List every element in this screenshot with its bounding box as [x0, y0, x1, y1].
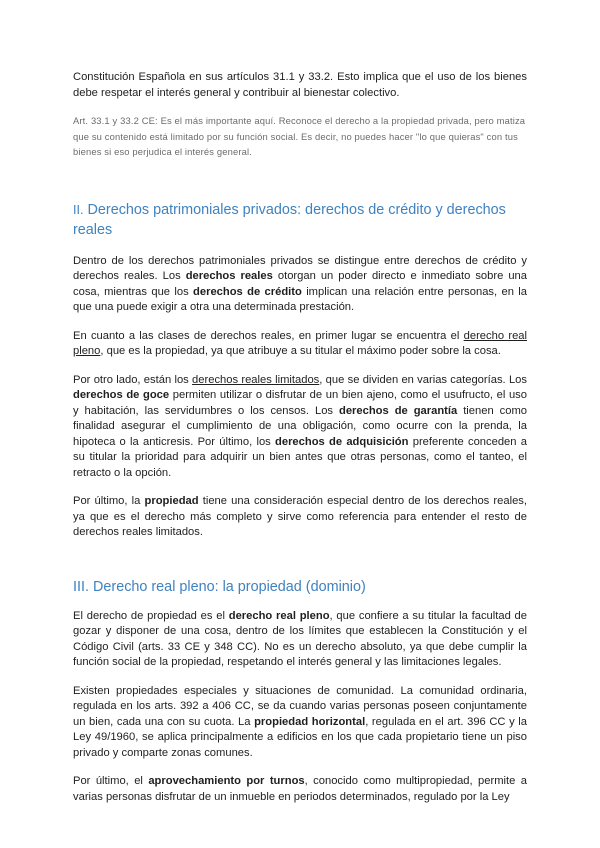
text-run: tienen como finalidad asegurar el cumplimiento de una obligación, como ocurre con la prenda, la hipoteca o la anticresis. Por último, los [73, 404, 527, 448]
section-2-paragraph-2 [73, 329, 527, 360]
text-run: implican una relación entre personas, en la que una puede exigir a otra una determinada prestación. [73, 285, 527, 314]
intro-paragraph: Constitución Española en sus artículos 31.1 y 33.2. Esto implica que el uso de los bienes debe respetar el interés general y contribuir al bienestar colectivo. [73, 71, 527, 99]
text-run: preferente conceden a su titular la prioridad para adquirir un bien antes que otras personas, como el tanteo, el retracto o la opción. [73, 435, 527, 479]
section-3-number: III. [73, 578, 89, 595]
underlined-term: derechos reales limitados [192, 373, 320, 386]
text-run: Dentro de los derechos patrimoniales privados se distingue entre derechos de crédito y derechos reales. Los [73, 254, 527, 283]
text-run: , regulada en el art. 396 CC y la Ley 49/1960, se aplica principalmente a edificios en los que cada propietario tiene un piso privado y comparte zonas comunes. [73, 715, 527, 759]
text-run: Existen propiedades especiales y situaciones de comunidad. La comunidad ordinaria, regulada en los arts. 392 a 406 CC, se da cuando varias personas poseen conjuntamente un bien, cada una con su cuota. La [73, 684, 527, 728]
section-3-heading [73, 577, 527, 597]
section-2-paragraph-1 [73, 254, 527, 316]
section-2-paragraph-3 [73, 373, 527, 482]
text-run: El derecho de propiedad es el [73, 609, 229, 622]
text-run: tiene una consideración especial dentro de los derechos reales, ya que es el derecho más completo y sirve como referencia para entender el resto de derechos reales limitados. [73, 495, 527, 539]
intro-note: Art. 33.1 y 33.2 CE: Es el más importante aquí. Reconoce el derecho a la propiedad privada, pero matiza que su contenido está limitado por su función social. Es decir, no puedes hacer "lo que quieras" con tus bienes si eso perjudica el interés general. [73, 115, 526, 158]
text-run: , que es la propiedad, ya que atribuye a su titular el máximo poder sobre la cosa. [100, 345, 501, 358]
bold-term: propiedad horizontal [254, 715, 366, 728]
text-run: , que confiere a su titular la facultad de gozar y disponer de una cosa, dentro de los límites que establecen la Constitución y el Código Civil (arts. 33 CE y 348 CC). No es un derecho absoluto, ya que debe cumplir la función social de la propiedad, respetando el interés general y las limitaciones legales. [73, 609, 528, 669]
bold-term: aprovechamiento por turnos [148, 775, 305, 788]
text-run: permiten utilizar o disfrutar de un bien ajeno, como el usufructo, el uso y habitación, las servidumbres o los censos. Los [73, 389, 527, 417]
text-run: , que se dividen en varias categorías. Los [319, 373, 527, 386]
bold-term: derechos reales [185, 270, 273, 283]
section-3-paragraph-1 [73, 609, 527, 671]
bold-term: propiedad [144, 495, 199, 508]
underlined-term: derecho real pleno [73, 329, 527, 358]
section-3-title: Derecho real pleno: la propiedad (dominio) [93, 578, 366, 595]
bold-term: derechos de goce [73, 389, 170, 402]
bold-term: derechos de garantía [338, 404, 458, 417]
section-2-number: II. [73, 202, 84, 217]
document-page [73, 70, 527, 818]
bold-term: derecho real pleno [228, 609, 330, 622]
section-2-paragraph-4 [73, 494, 527, 541]
text-run: En cuanto a las clases de derechos reales, en primer lugar se encuentra el [73, 329, 464, 342]
bold-term: derechos de adquisición [275, 435, 409, 448]
bold-term: derechos de crédito [193, 285, 302, 298]
text-run: Por último, la [73, 495, 145, 508]
section-2-heading [73, 200, 527, 240]
section-3-paragraph-3 [73, 774, 527, 805]
text-run: otorgan un poder directo e inmediato sobre una cosa, mientras que los [73, 270, 528, 298]
section-3-paragraph-2 [73, 684, 527, 762]
text-run: Por último, el [73, 775, 149, 788]
section-2-title: Derechos patrimoniales privados: derechos de crédito y derechos reales [73, 201, 506, 238]
text-run: Por otro lado, están los [73, 373, 193, 386]
text-run: , conocido como multipropiedad, permite a varias personas disfrutar de un inmueble en periodos determinados, regulado por la Ley [73, 775, 527, 803]
